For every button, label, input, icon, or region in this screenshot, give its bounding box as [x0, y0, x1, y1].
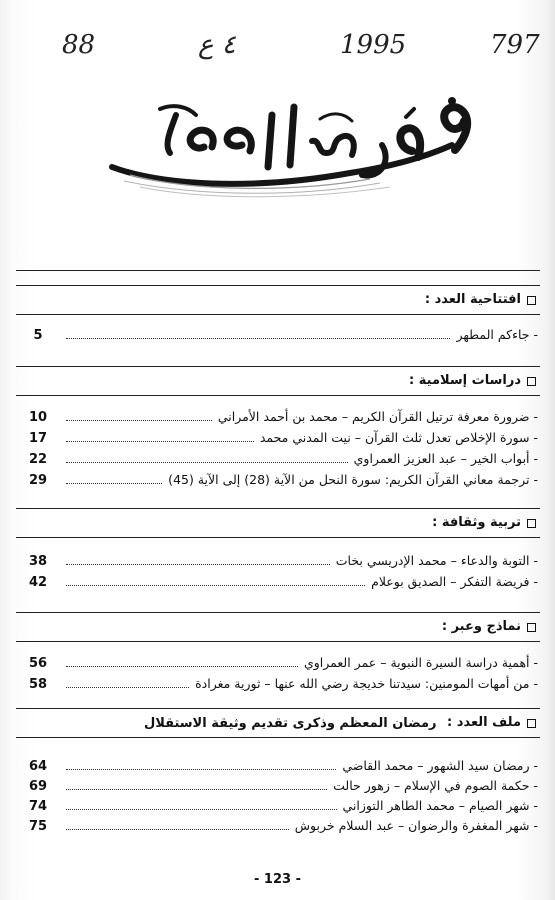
section-title: ملف العدد :	[447, 715, 521, 730]
entry-page: 56	[28, 656, 48, 671]
entry-text: - جاءكم المطهر	[456, 327, 538, 342]
square-bullet-icon	[527, 296, 536, 305]
handwritten-note: ٤ ع	[198, 30, 236, 60]
toc-entry	[16, 574, 540, 594]
section-header	[16, 612, 540, 642]
entry-page: 75	[28, 819, 48, 834]
square-bullet-icon	[527, 377, 536, 386]
toc-entry	[16, 676, 540, 696]
toc-entry	[16, 472, 540, 492]
dot-leader	[66, 337, 450, 339]
entry-text: - التوبة والدعاء – محمد الإدريسي بخات	[335, 553, 538, 568]
toc-entry	[16, 430, 540, 450]
entry-text: - أهمية دراسة السيرة النبوية – عمر العمراوي	[303, 655, 538, 670]
section-header	[16, 285, 540, 315]
toc-section	[16, 612, 540, 702]
toc-entry	[16, 758, 540, 778]
dot-leader	[66, 440, 254, 442]
dot-leader	[66, 461, 348, 463]
square-bullet-icon	[527, 519, 536, 528]
dot-leader	[66, 808, 337, 810]
toc-entry	[16, 553, 540, 573]
toc-entry	[16, 451, 540, 471]
entry-text: - فريضة التفكر – الصديق بوعلام	[371, 574, 538, 589]
entry-page: 17	[28, 431, 48, 446]
toc-section	[16, 366, 540, 496]
entry-page: 58	[28, 677, 48, 692]
section-title: نماذج وعبر :	[441, 619, 521, 634]
entry-page: 5	[33, 328, 43, 343]
section-header	[16, 708, 540, 738]
toc-section	[16, 708, 540, 838]
dot-leader	[66, 563, 330, 565]
section-title: دراسات إسلامية :	[409, 373, 521, 388]
toc-entry	[16, 327, 540, 347]
entry-page: 10	[28, 410, 48, 425]
toc-entry	[16, 655, 540, 675]
page-number: - 123 -	[254, 872, 301, 887]
entry-text: - ضرورة معرفة ترتيل القرآن الكريم – محمد بن أحمد الأمراني	[217, 409, 538, 424]
entry-page: 42	[28, 575, 48, 590]
toc-section	[16, 285, 540, 345]
entry-page: 22	[28, 452, 48, 467]
entry-page: 38	[28, 554, 48, 569]
section-title: تربية وثقافة :	[432, 515, 521, 530]
square-bullet-icon	[527, 623, 536, 632]
entry-page: 69	[28, 779, 48, 794]
section-title: افتتاحية العدد :	[424, 292, 521, 307]
top-rule	[16, 270, 540, 271]
entry-text: - شهر الصيام – محمد الطاهر التوزاني	[342, 798, 538, 813]
section-header	[16, 366, 540, 396]
handwritten-note: 1995	[340, 30, 407, 60]
entry-text: - شهر المغفرة والرضوان – عبد السلام خربوش	[294, 818, 538, 833]
handwritten-note: 797	[490, 30, 540, 60]
entry-page: 29	[28, 473, 48, 488]
section-subtitle: رمضان المعظم وذكرى تقديم وثيقة الاستقلال	[143, 715, 437, 731]
entry-page: 74	[28, 799, 48, 814]
entry-page: 64	[28, 759, 48, 774]
entry-text: - حكمة الصوم في الإسلام – زهور حالت	[333, 778, 538, 793]
dot-leader	[66, 768, 336, 770]
dot-leader	[66, 665, 298, 667]
dot-leader	[66, 584, 365, 586]
entry-text: - ترجمة معاني القرآن الكريم: سورة النحل من الآية (28) إلى الآية (45)	[168, 472, 538, 487]
toc-entry	[16, 778, 540, 798]
square-bullet-icon	[527, 719, 536, 728]
toc-entry	[16, 818, 540, 838]
entry-text: - من أمهات المومنين: سيدتنا خديجة رضي الله عنها – ثورية مغرادة	[195, 676, 538, 691]
calligraphy-title-logo	[100, 95, 480, 215]
toc-entry	[16, 409, 540, 429]
section-header	[16, 508, 540, 538]
dot-leader	[66, 828, 289, 830]
dot-leader	[66, 788, 327, 790]
toc-section	[16, 508, 540, 598]
entry-text: - أبواب الخير – عبد العزيز العمراوي	[353, 451, 538, 466]
dot-leader	[66, 419, 212, 421]
handwritten-note: 88	[62, 30, 96, 60]
entry-text: - سورة الإخلاص تعدل ثلث القرآن – نيت المدني محمد	[259, 430, 538, 445]
dot-leader	[66, 686, 189, 688]
entry-text: - رمضان سيد الشهور – محمد القاضي	[342, 758, 538, 773]
dot-leader	[66, 482, 162, 484]
toc-entry	[16, 798, 540, 818]
